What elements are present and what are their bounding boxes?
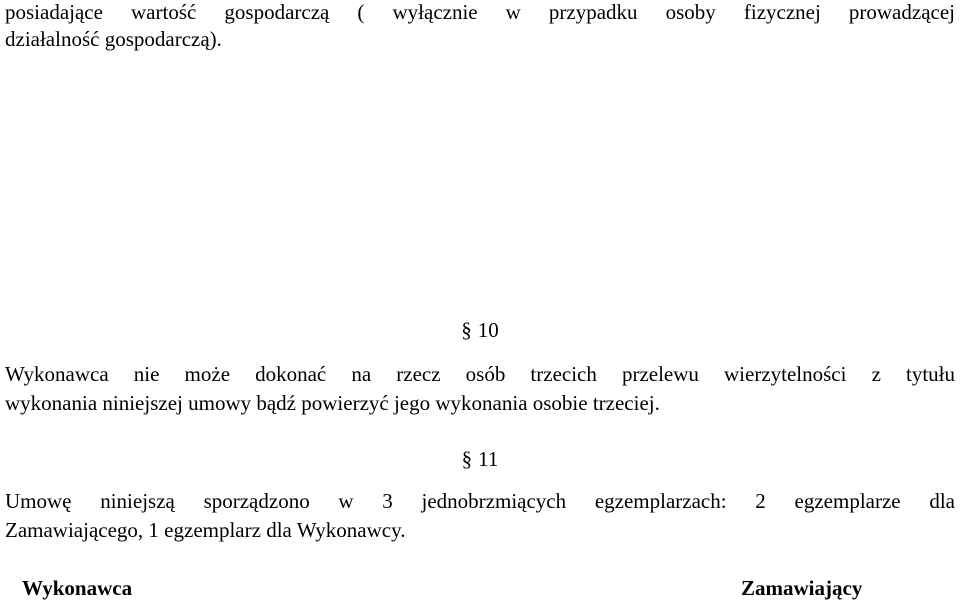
section-number: 11 — [478, 447, 499, 471]
paragraph-fragment-line-2: działalność gospodarczą). — [5, 27, 222, 51]
section-10-line-1: Wykonawca nie może dokonać na rzecz osób trzecich przelewu wierzytelności z tytułu — [5, 362, 955, 386]
section-10-line-2: wykonania niniejszej umowy bądź powierzyć jego wykonania osobie trzeciej. — [5, 391, 660, 415]
signature-contractor-label: Wykonawca — [22, 576, 133, 600]
section-11-line-1: Umowę niniejszą sporządzono w 3 jednobrzmiących egzemplarzach: 2 egzemplarze dla — [5, 489, 955, 513]
section-symbol: § — [461, 318, 472, 342]
section-11-line-2: Zamawiającego, 1 egzemplarz dla Wykonawcy. — [5, 518, 406, 542]
section-number: 10 — [477, 318, 499, 342]
section-10-heading — [0, 318, 960, 342]
section-symbol: § — [461, 447, 473, 471]
signature-client-label: Zamawiający — [741, 576, 863, 600]
paragraph-fragment-line-1: posiadające wartość gospodarczą ( wyłącznie w przypadku osoby fizycznej prowadzącej — [5, 0, 955, 24]
section-11-heading — [0, 447, 960, 471]
